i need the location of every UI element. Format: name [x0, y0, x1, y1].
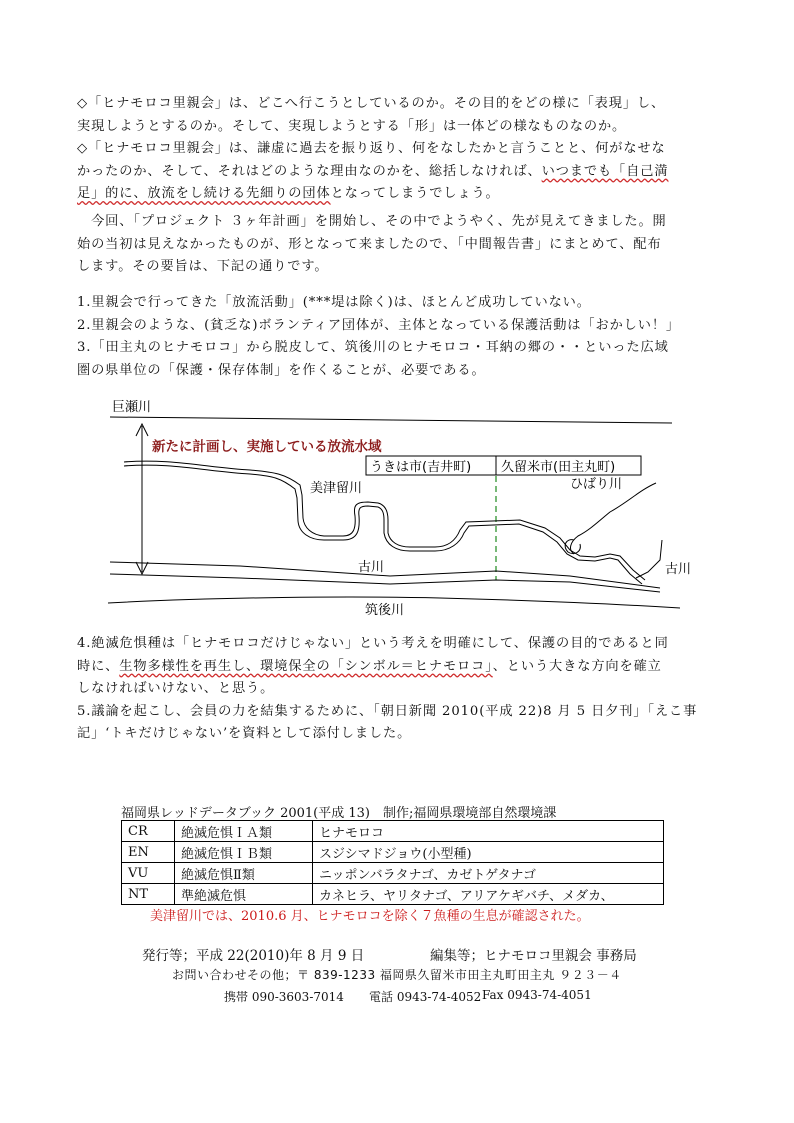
kose-river-label: 巨瀬川 [112, 400, 152, 415]
point-2: 2.里親会のような、(貧乏な)ボランティア団体が、主体となっている保護活動は「おかしい！」 [77, 317, 680, 333]
point-3: 3.「田主丸のヒナモロコ」から脱皮して、筑後川のヒナモロコ・耳納の郷の・・といった広域 [77, 340, 669, 355]
intro-underlined-text: 足」的に、放流をし続ける先細りの団体 [77, 186, 331, 201]
point-5-cont: 記」‘トキだけじゃない’を資料として添付しました。 [77, 726, 412, 741]
issue-date: 発行等；平成 22(2010)年 8 月 9 日 [142, 948, 365, 964]
phone-number: 電話 0943-74-4052 [369, 990, 482, 1004]
point-5: 5.議論を起こし、会員の力を結集するために、「朝日新聞 2010(平成 22)8 月 5 日夕刊」「えこ事 [77, 703, 698, 719]
redbook-code-cell: CR [122, 821, 175, 842]
redbook-note: 美津留川では、2010.6 月、ヒナモロコを除く７魚種の生息が確認された。 [150, 909, 590, 924]
hibari-creek [571, 483, 656, 554]
redbook-species-cell: ヒナモロコ [313, 821, 664, 842]
point-4-text: 、という大きな方向を確立 [492, 658, 662, 674]
chikugo-river-label: 筑後川 [365, 603, 405, 618]
redbook-row [122, 842, 664, 863]
redbook-category-cell: 絶滅危惧Ⅱ類 [175, 863, 313, 884]
plan-line: します。その要旨は、下記の通りです。 [77, 259, 329, 274]
point-4-text: 時に、 [77, 658, 120, 674]
intro-line: ◇「ヒナモロコ里親会」は、謙虚に過去を振り返り、何をなしたかと言うことと、何がなせな [77, 141, 666, 156]
intro-line: ◇「ヒナモロコ里親会」は、どこへ行こうとしているのか。その目的をどの様に「表現」し、 [77, 96, 666, 111]
mizuru-creek-label: 美津留川 [310, 481, 363, 496]
planned-area-headline: 新たに計画し、実施している放流水域 [152, 439, 382, 455]
kose-river-line [110, 417, 672, 423]
point-3-cont: 圏の県単位の「保護・保存体制」を作くることが、必要である。 [77, 362, 486, 378]
fax-number: Fax 0943-74-4051 [482, 988, 592, 1002]
river-map [100, 390, 700, 622]
redbook-row [122, 884, 664, 905]
furukawa-right-label: 古川 [665, 562, 692, 577]
right-tributary [636, 540, 662, 578]
intro-section [77, 93, 717, 206]
redbook-code-cell: VU [122, 863, 175, 884]
redbook-code-cell: EN [122, 842, 175, 863]
redbook-category-cell: 絶滅危惧ＩＢ類 [175, 842, 313, 863]
redbook-code-cell: NT [122, 884, 175, 905]
plan-line: 今回、「プロジェクト ３ヶ年計画」を開始し、その中でようやく、先が見えてきました。開 [77, 214, 667, 229]
redbook-species-cell: カネヒラ、ヤリタナゴ、アリアケギバチ、メダカ、 [313, 884, 664, 905]
area-left-label: うきは市(吉井町) [370, 460, 472, 475]
point-4: 4.絶滅危惧種は「ヒナモロコだけじゃない」という考えを明確にして、保護の目的であると同 [77, 636, 669, 651]
point-4-cont [77, 656, 717, 679]
intro-text: となってしまうでしょう。 [330, 186, 500, 201]
points-list-a [77, 292, 717, 382]
intro-line [77, 161, 717, 184]
point-4-underlined-text: 生物多様性を再生し、環境保全の「シンボル＝ヒナモロコ」 [119, 658, 493, 674]
redbook-species-cell: スジシマドジョウ(小型種) [313, 842, 664, 863]
redbook-caption: 福岡県レッドデータブック 2001(平成 13) 制作;福岡県環境部自然環境課 [121, 806, 557, 821]
editor: 編集等；ヒナモロコ里親会 事務局 [430, 948, 637, 964]
redbook-species-cell: ニッポンバラタナゴ、カゼトゲタナゴ [313, 863, 664, 884]
intro-underlined-text: いつまでも「自己満 [541, 163, 669, 179]
area-right-label: 久留米市(田主丸町) [501, 460, 616, 475]
redbook-row [122, 863, 664, 884]
point-4-cont: しなければいけない、と思う。 [77, 681, 275, 696]
intro-line: 実現しようとするのか。そして、実現しようとする「形」は一体どの様なものなのか。 [77, 118, 627, 134]
contact-address: お問い合わせその他；〒 839-1233 福岡県久留米市田主丸町田主丸 ９２３－４ [172, 968, 622, 982]
intro-line [77, 183, 717, 206]
points-list-b [77, 633, 717, 746]
intro-text: かったのか、そして、それはどのような理由なのかを、総括しなければ、 [77, 163, 542, 179]
redbook-table [121, 820, 664, 905]
plan-section [77, 211, 717, 279]
redbook-category-cell: 絶滅危惧ＩＡ類 [175, 821, 313, 842]
redbook-category-cell: 準絶滅危惧 [175, 884, 313, 905]
redbook-row [122, 821, 664, 842]
hibari-creek-label: ひばり川 [570, 477, 623, 492]
mobile-number: 携帯 090-3603-7014 [224, 990, 344, 1004]
furukawa-mid-label: 古川 [358, 560, 385, 575]
plan-line: 始の当初は見えなかったものが、形となって来ましたので、「中間報告書」にまとめて、配布 [77, 236, 662, 252]
point-1: 1.里親会で行ってきた「放流活動」(***堤は除く)は、ほとんど成功していない。 [77, 295, 591, 310]
